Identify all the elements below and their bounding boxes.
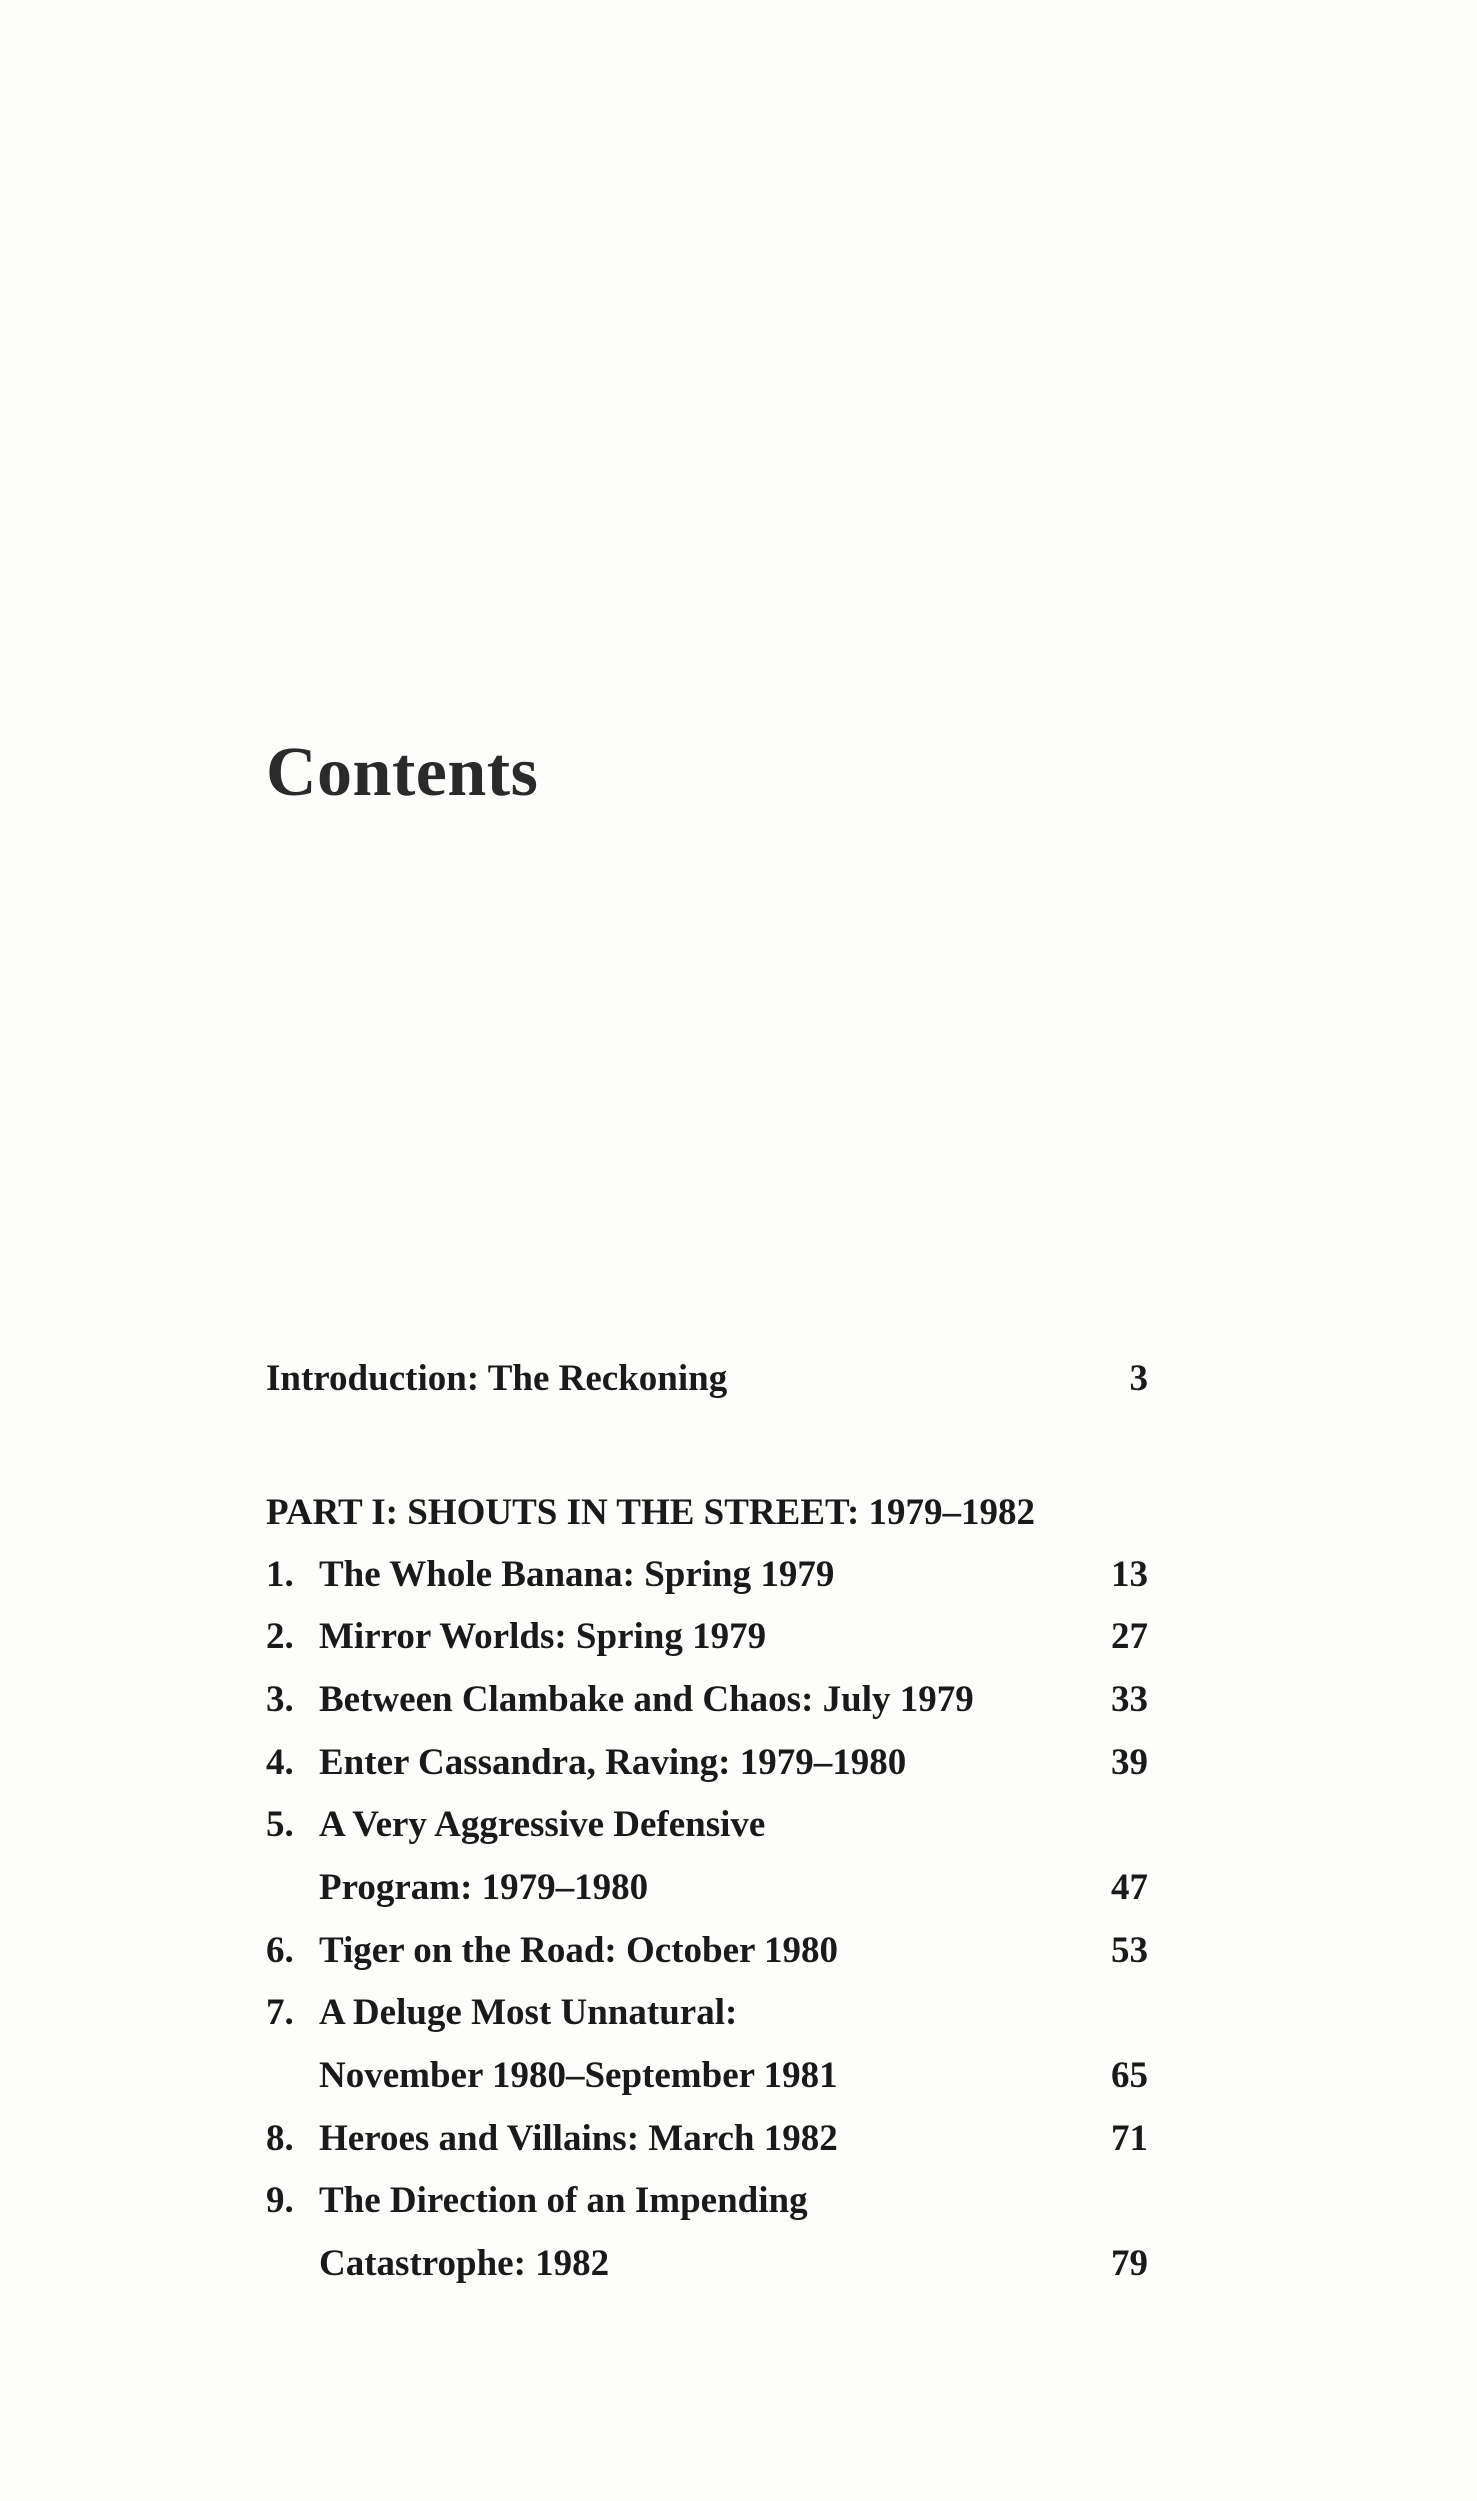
toc-chapter-8 xyxy=(266,2120,838,2157)
chapter-title: The Whole Banana: Spring 1979 xyxy=(319,1554,835,1595)
toc-chapter-3 xyxy=(266,1681,974,1718)
toc-page-number: 79 xyxy=(1111,2243,1148,2284)
toc-entry-introduction xyxy=(266,1360,727,1397)
chapter-title: Between Clambake and Chaos: July 1979 xyxy=(319,1679,974,1720)
toc-part-heading: PART I: SHOUTS IN THE STREET: 1979–1982 xyxy=(266,1492,1036,1533)
page-title: Contents xyxy=(266,734,539,811)
chapter-title: Tiger on the Road: October 1980 xyxy=(319,1930,839,1971)
chapter-title-continuation: Program: 1979–1980 xyxy=(319,1867,649,1908)
toc-page-number: 47 xyxy=(1111,1867,1148,1908)
toc-chapter-2 xyxy=(266,1618,766,1655)
toc-page-number: 3 xyxy=(1129,1358,1148,1399)
chapter-title: Heroes and Villains: March 1982 xyxy=(319,2118,838,2159)
toc-chapter-4 xyxy=(266,1744,906,1781)
toc-page-number: 27 xyxy=(1111,1616,1148,1657)
chapter-number: 7. xyxy=(266,1992,294,2033)
chapter-number: 2. xyxy=(266,1616,294,1657)
chapter-title-continuation: November 1980–September 1981 xyxy=(319,2055,838,2096)
chapter-number: 1. xyxy=(266,1554,294,1595)
chapter-number: 8. xyxy=(266,2118,294,2159)
chapter-title: A Very Aggressive Defensive xyxy=(319,1804,766,1845)
toc-page-number: 39 xyxy=(1111,1742,1148,1783)
toc-chapter-5 xyxy=(266,1806,765,1843)
toc-page-number: 13 xyxy=(1111,1554,1148,1595)
chapter-title: The Direction of an Impending xyxy=(319,2180,808,2221)
chapter-number: 9. xyxy=(266,2180,294,2221)
toc-chapter-7 xyxy=(266,1994,737,2031)
toc-entry-label: Introduction: The Reckoning xyxy=(266,1358,728,1399)
toc-chapter-9 xyxy=(266,2182,808,2219)
toc-page-number: 33 xyxy=(1111,1679,1148,1720)
chapter-title: A Deluge Most Unnatural: xyxy=(319,1992,738,2033)
chapter-number: 4. xyxy=(266,1742,294,1783)
chapter-number: 3. xyxy=(266,1679,294,1720)
toc-chapter-1 xyxy=(266,1556,834,1593)
chapter-number: 5. xyxy=(266,1804,294,1845)
toc-chapter-6 xyxy=(266,1932,838,1969)
chapter-title: Mirror Worlds: Spring 1979 xyxy=(319,1616,767,1657)
toc-page-number: 65 xyxy=(1111,2055,1148,2096)
chapter-number: 6. xyxy=(266,1930,294,1971)
toc-page-number: 53 xyxy=(1111,1930,1148,1971)
toc-page-number: 71 xyxy=(1111,2118,1148,2159)
chapter-title: Enter Cassandra, Raving: 1979–1980 xyxy=(319,1742,907,1783)
chapter-title-continuation: Catastrophe: 1982 xyxy=(319,2243,610,2284)
